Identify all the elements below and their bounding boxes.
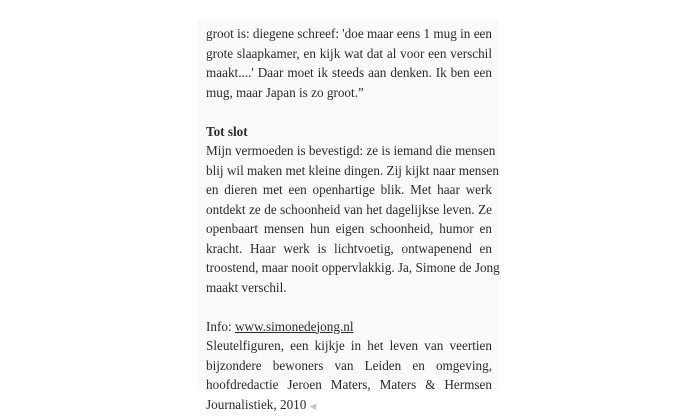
- website-link[interactable]: www.simonedejong.nl: [235, 319, 354, 334]
- text-line: blij wil maken met kleine dingen. Zij kijkt naar mensen: [206, 161, 492, 181]
- paragraph-gap: [206, 102, 492, 122]
- section-paragraph: [206, 141, 492, 297]
- source-line: bijzondere bewoners van Leiden en omgeving,: [206, 356, 492, 376]
- info-label: Info:: [206, 319, 235, 334]
- info-paragraph: [206, 317, 492, 416]
- text-line: grote slaapkamer, en kijk wat dat al voor een verschil: [206, 44, 492, 64]
- text-line: groot is: diegene schreef: 'doe maar eens 1 mug in een: [206, 24, 492, 44]
- intro-paragraph: [206, 24, 492, 102]
- text-line: kracht. Haar werk is lichtvoetig, ontwapenend en: [206, 239, 492, 259]
- text-line: openbaart mensen hun eigen schoonheid, humor en: [206, 219, 492, 239]
- text-line: Mijn vermoeden is bevestigd: ze is iemand die mensen: [206, 141, 492, 161]
- source-line: Journalistiek, 2010: [206, 397, 306, 412]
- source-line-last: [206, 395, 492, 416]
- text-line: mug, maar Japan is zo groot.”: [206, 83, 492, 103]
- section-heading: Tot slot: [206, 122, 492, 142]
- text-line: ontdekt ze de schoonheid van het dagelijkse leven. Ze: [206, 200, 492, 220]
- end-of-article-triangle-icon: ◀: [309, 401, 316, 411]
- article-body: [206, 24, 492, 416]
- text-line: en dieren met een openhartige blik. Met haar werk: [206, 180, 492, 200]
- paragraph-gap: [206, 297, 492, 317]
- text-line: maakt verschil.: [206, 278, 492, 298]
- source-line: hoofdredactie Jeroen Maters, Maters & Hermsen: [206, 375, 492, 395]
- source-line: Sleutelfiguren, een kijkje in het leven van veertien: [206, 336, 492, 356]
- info-line: [206, 317, 492, 337]
- text-line: maakt....' Daar moet ik steeds aan denken. Ik ben een: [206, 63, 492, 83]
- text-line: troostend, maar nooit oppervlakkig. Ja, Simone de Jong: [206, 258, 492, 278]
